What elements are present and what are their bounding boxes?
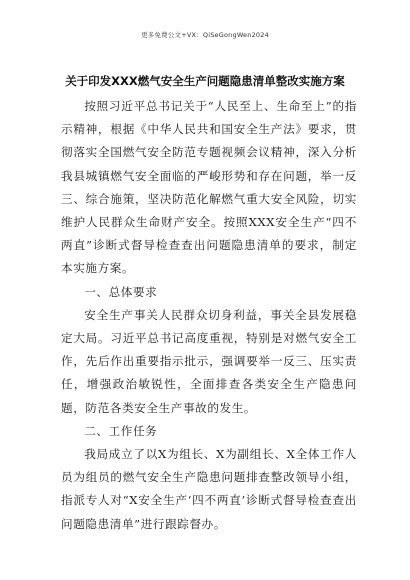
document-title: 关于印发XXX燃气安全生产问题隐患清单整改实施方案 [65, 74, 345, 88]
document-body [61, 95, 357, 536]
section-heading-general-requirements: 一、总体要求 [84, 284, 158, 299]
general-requirements-paragraph: 安全生产事关人民群众切身利益，事关全县发展稳定大局。习近平总书记高度重视，特别是对燃气安全工作，先后作出重要指示批示，强调要举一反三、压实责任，增强政治敏锐性，全面排查各类安全生产隐患问题，防范各类安全生产事故的发生。 [61, 307, 357, 415]
header-note: 更多免费公文+VX：QiSeGongWen2024 [141, 31, 269, 39]
work-tasks-paragraph: 我局成立了以X为组长、X为副组长、X全体工作人员为组员的燃气安全生产隐患问题排查整改领导小组，指派专人对“X安全生产‘四不两直’诊断式督导检查查出问题隐患清单”进行跟踪督办。 [61, 447, 357, 531]
intro-paragraph: 按照习近平总书记关于“人民至上、生命至上”的指示精神，根据《中华人民共和国安全生产法》要求，贯彻落实全国燃气安全防范专题视频会议精神，深入分析我县城镇燃气安全面临的严峻形势和存在问题，举一反三、综合施策，坚决防范化解燃气重大安全风险，切实维护人民群众生命财产安全。按照XXX安全生产“四不两直”诊断式督导检查查出问题隐患清单的要求，制定本实施方案。 [61, 99, 357, 276]
section-heading-work-tasks: 二、工作任务 [84, 423, 158, 438]
